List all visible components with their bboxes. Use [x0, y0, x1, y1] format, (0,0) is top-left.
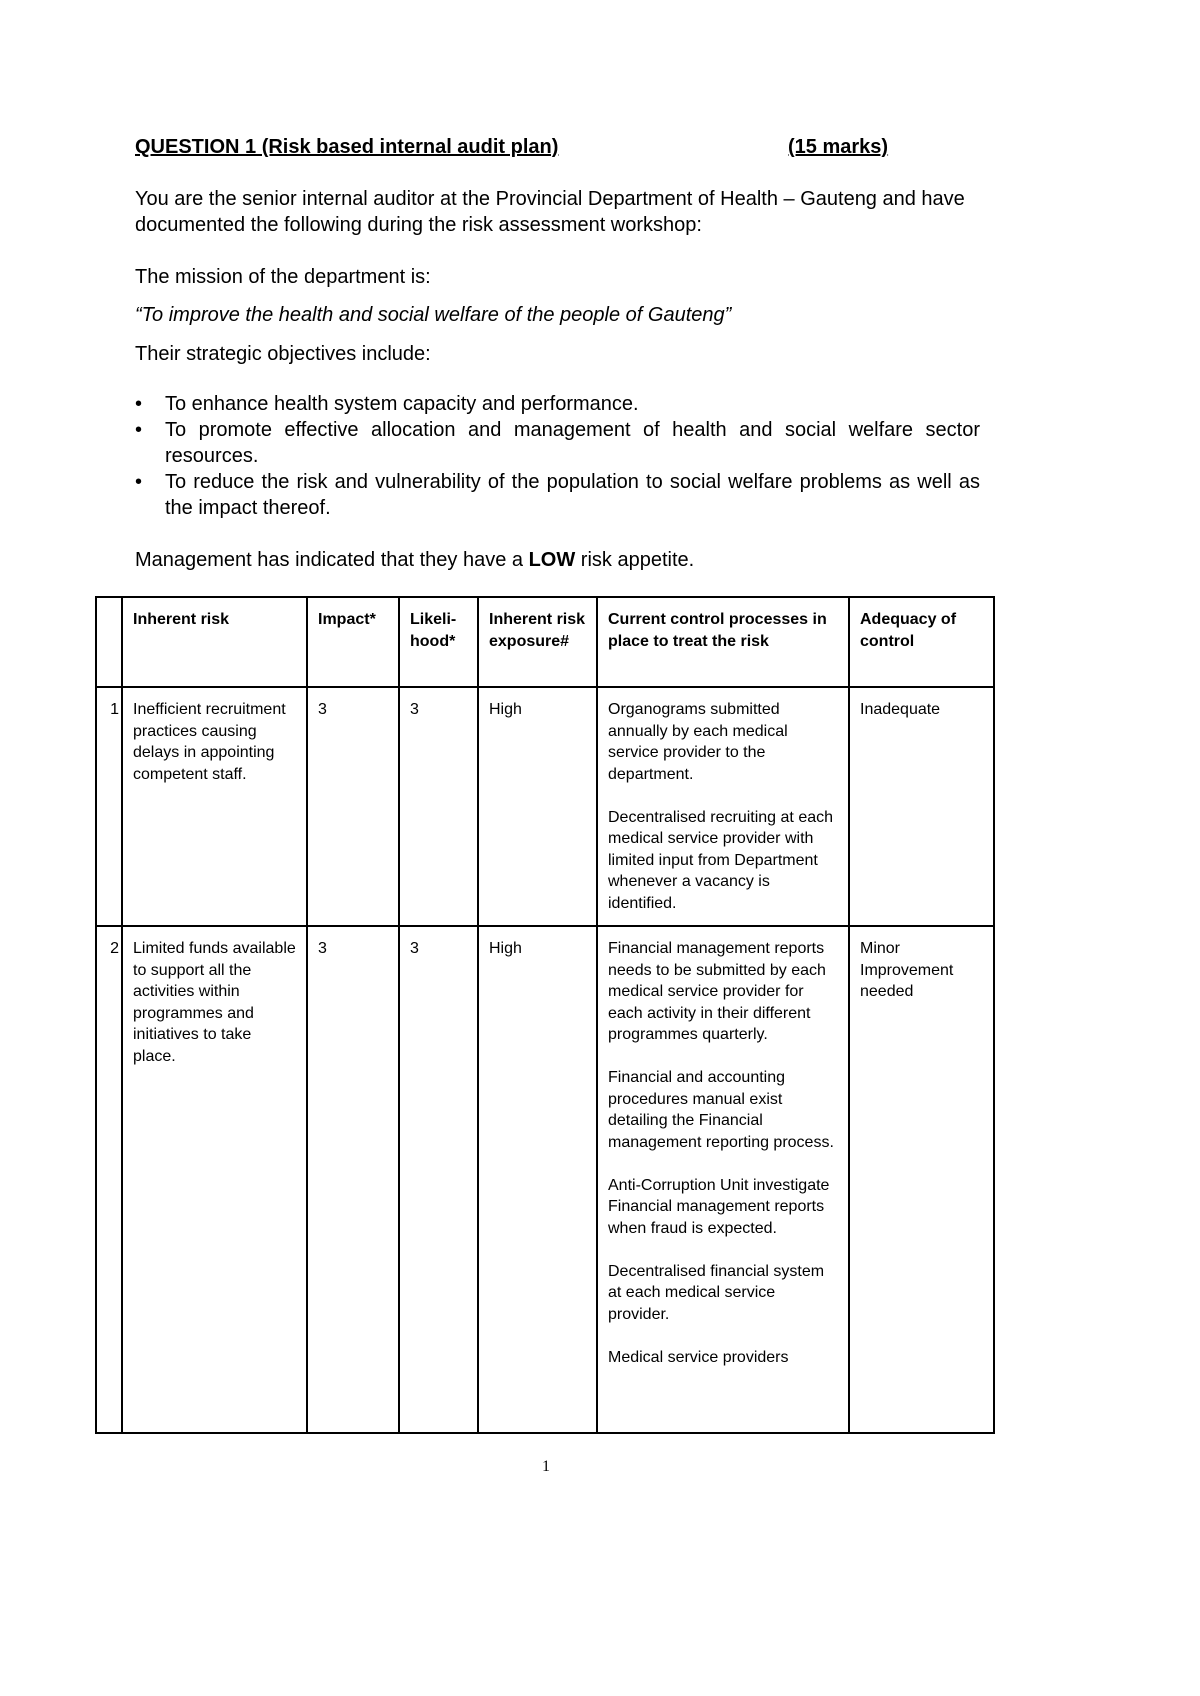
control-item: Anti-Corruption Unit investigate Financial management reports when fraud is expected.	[608, 1176, 830, 1237]
page-number: 1	[542, 1458, 550, 1475]
controls-cell	[597, 687, 849, 926]
header-inherent-risk: Inherent risk	[122, 597, 307, 687]
objectives-label: Their strategic objectives include:	[135, 343, 431, 365]
mission-label: The mission of the department is:	[135, 266, 431, 288]
objective-item: • To reduce the risk and vulnerability of the population to social welfare problems as well as the impact thereof.	[135, 469, 980, 521]
exposure-cell: High	[478, 687, 597, 926]
question-marks: (15 marks)	[788, 136, 889, 158]
appetite-level: LOW	[528, 549, 576, 571]
risk-cell: Limited funds available to support all the activities within programmes and initiatives to take place.	[122, 926, 307, 1433]
header-likelihood: Likeli-hood*	[399, 597, 478, 687]
controls-cell	[597, 926, 849, 1433]
objective-item: • To enhance health system capacity and performance.	[135, 391, 980, 417]
table-row	[96, 687, 994, 926]
question-title: QUESTION 1 (Risk based internal audit plan)	[135, 136, 559, 158]
mission-statement: “To improve the health and social welfare of the people of Gauteng”	[135, 304, 732, 326]
header-adequacy: Adequacy of control	[849, 597, 994, 687]
likelihood-cell: 3	[399, 687, 478, 926]
appetite-text: Management has indicated that they have a	[135, 549, 529, 571]
risk-cell: Inefficient recruitment practices causing delays in appointing competent staff.	[122, 687, 307, 926]
header-impact: Impact*	[307, 597, 399, 687]
risk-appetite-statement	[135, 547, 980, 573]
impact-cell: 3	[307, 926, 399, 1433]
header-exposure: Inherent risk exposure#	[478, 597, 597, 687]
row-number: 1	[96, 687, 122, 926]
control-item: Financial management reports needs to be submitted by each medical service provider for each activity in their different programmes quarterly.	[608, 940, 826, 1043]
objective-item: • To promote effective allocation and management of health and social welfare sector resources.	[135, 417, 980, 469]
intro-paragraph: You are the senior internal auditor at the Provincial Department of Health – Gauteng and have documented the following during the risk assessment workshop:	[135, 188, 965, 236]
control-item: Financial and accounting procedures manual exist detailing the Financial management reporting process.	[608, 1069, 834, 1151]
objectives-list	[135, 391, 980, 521]
header-controls: Current control processes in place to treat the risk	[597, 597, 849, 687]
header-number	[96, 597, 122, 687]
table-header-row	[96, 597, 994, 687]
control-item: Medical service providers	[608, 1348, 789, 1366]
impact-cell: 3	[307, 687, 399, 926]
table-row	[96, 926, 994, 1433]
adequacy-cell: Inadequate	[849, 687, 994, 926]
control-item: Organograms submitted annually by each medical service provider to the department.	[608, 701, 788, 783]
row-number: 2	[96, 926, 122, 1433]
control-item: Decentralised recruiting at each medical service provider with limited input from Department whenever a vacancy is identified.	[608, 808, 834, 912]
likelihood-cell: 3	[399, 926, 478, 1433]
adequacy-cell: Minor Improvement needed	[849, 926, 994, 1433]
exposure-cell: High	[478, 926, 597, 1433]
risk-table	[95, 596, 995, 1434]
control-item: Decentralised financial system at each medical service provider.	[608, 1262, 825, 1323]
appetite-text: risk appetite.	[575, 549, 695, 571]
